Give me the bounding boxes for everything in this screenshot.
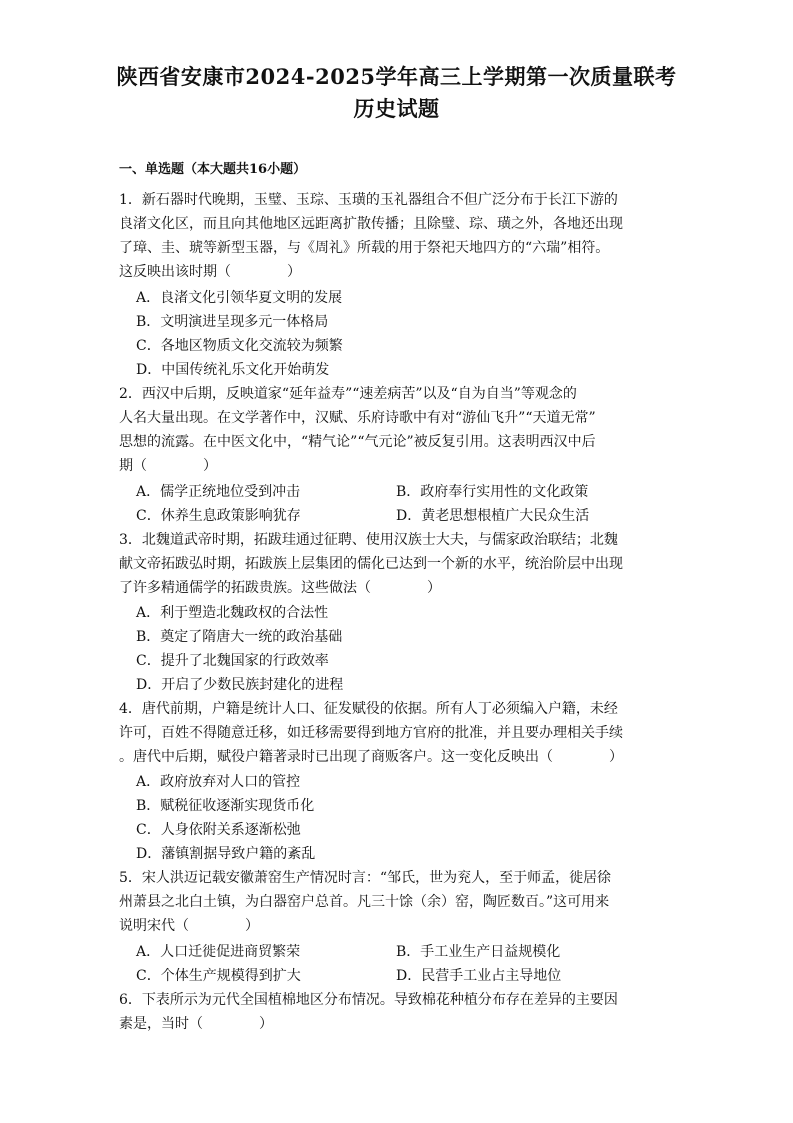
question-4-option-b: B．赋税征收逐渐实现货币化 (136, 798, 315, 814)
question-4-option-d: D．藩镇割据导致户籍的紊乱 (136, 846, 316, 862)
question-3-line: 献文帝拓跋弘时期，拓跋族上层集团的儒化已达到一个新的水平，统治阶层中出现 (119, 556, 623, 572)
question-1-line: 了璋、圭、琥等新型玉器，与《周礼》所载的用于祭祀天地四方的“六瑞”相符。 (119, 240, 610, 256)
question-5-line: 5．宋人洪迈记载安徽萧窑生产情况时言：“邹氏，世为兖人，至于师孟，徙居徐 (119, 870, 612, 886)
question-3-option-d: D．开启了少数民族封建化的进程 (136, 677, 344, 693)
question-3-stem (119, 528, 675, 600)
question-2-option-d: D．黄老思想根植广大民众生活 (396, 508, 590, 524)
question-4-stem (119, 697, 675, 769)
question-2-stem (119, 382, 675, 478)
question-4-option-a: A．政府放弃对人口的管控 (136, 774, 301, 790)
question-1-option-b: B．文明演进呈现多元一体格局 (136, 314, 329, 330)
question-2-line: 2．西汉中后期，反映道家“延年益寿”“速差病苦”以及“自为自当”等观念的 (119, 386, 577, 402)
question-1-line: 这反映出该时期（ ） (119, 264, 301, 280)
question-3-option-a: A．利于塑造北魏政权的合法性 (136, 605, 329, 621)
question-5-option-b: B．手工业生产日益规模化 (396, 944, 561, 960)
question-2-line: 人名大量出现。在文学著作中，汉赋、乐府诗歌中有对“游仙飞升”“天道无常” (119, 410, 596, 426)
question-1-line: 1．新石器时代晚期，玉璧、玉琮、玉璜的玉礼器组合不但广泛分布于长江下游的 (119, 192, 618, 208)
question-4-option-c: C．人身依附关系逐渐松弛 (136, 822, 301, 838)
question-4-line: 许可，百姓不得随意迁移，如迁移需要得到地方官府的批准，并且要办理相关手续 (119, 725, 623, 741)
question-1-option-a: A．良渚文化引领华夏文明的发展 (136, 290, 343, 306)
question-1-option-d: D．中国传统礼乐文化开始萌发 (136, 362, 330, 378)
question-6-stem (119, 988, 675, 1036)
document-title-line1: 陕西省安康市2024-2025学年高三上学期第一次质量联考 (116, 64, 677, 89)
question-2-option-c: C．休养生息政策影响犹存 (136, 508, 301, 524)
question-5-line: 说明宋代（ ） (119, 918, 259, 934)
question-3-line: 了许多精通儒学的拓跋贵族。这些做法（ ） (119, 580, 441, 596)
question-1-option-c: C．各地区物质文化交流较为频繁 (136, 338, 343, 354)
question-2-line: 期（ ） (119, 458, 217, 474)
question-5-line: 州萧县之北白土镇，为白器窑户总首。凡三十馀（余）窑，陶匠数百。”这可用来 (119, 894, 610, 910)
question-5-option-c: C．个体生产规模得到扩大 (136, 968, 301, 984)
question-3-line: 3．北魏道武帝时期，拓跋珪通过征聘、使用汉族士大夫，与儒家政治联结；北魏 (119, 532, 618, 548)
question-5-option-d: D．民营手工业占主导地位 (396, 968, 562, 984)
question-6-line: 素是，当时（ ） (119, 1016, 273, 1032)
question-6-line: 6．下表所示为元代全国植棉地区分布情况。导致棉花种植分布存在差异的主要因 (119, 992, 618, 1008)
section-heading: 一、单选题（本大题共16小题） (119, 162, 307, 177)
question-4-line: 4．唐代前期，户籍是统计人口、征发赋役的依据。所有人丁必须编入户籍，未经 (119, 701, 618, 717)
question-1-stem (119, 188, 675, 284)
question-2-option-b: B．政府奉行实用性的文化政策 (396, 484, 589, 500)
question-1-line: 良渚文化区，而且向其他地区远距离扩散传播；且除璧、琮、璜之外，各地还出现 (119, 216, 623, 232)
question-2-line: 思想的流露。在中医文化中，“精气论”“气元论”被反复引用。这表明西汉中后 (119, 434, 596, 450)
question-5-option-a: A．人口迁徙促进商贸繁荣 (136, 944, 301, 960)
document-title-line2: 历史试题 (353, 96, 440, 121)
question-5-stem (119, 866, 675, 938)
question-4-line: 。唐代中后期，赋役户籍著录时已出现了商贩客户。这一变化反映出（ ） (119, 749, 623, 765)
question-3-option-b: B．奠定了隋唐大一统的政治基础 (136, 629, 343, 645)
question-3-option-c: C．提升了北魏国家的行政效率 (136, 653, 329, 669)
question-2-option-a: A．儒学正统地位受到冲击 (136, 484, 301, 500)
